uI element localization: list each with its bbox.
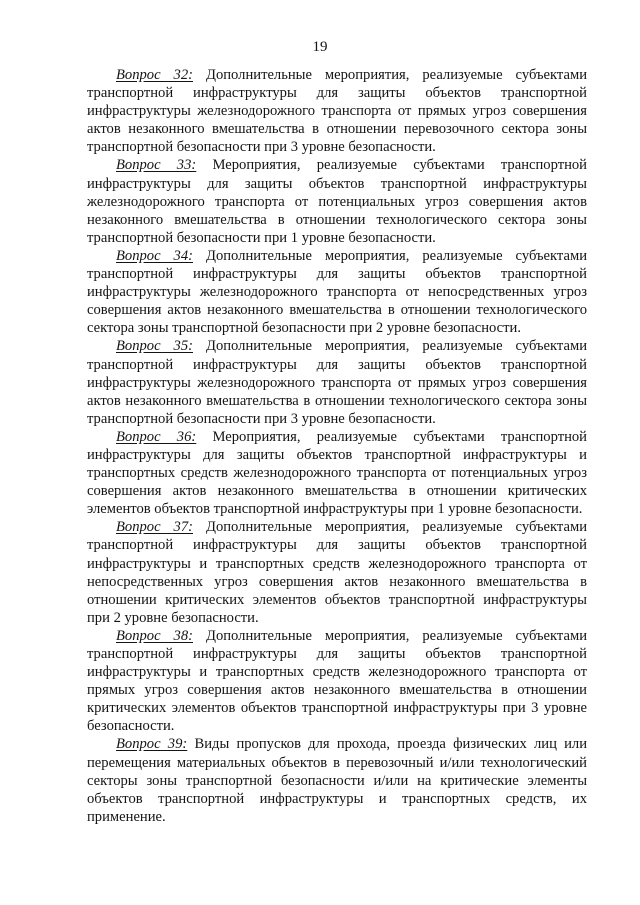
question-35 <box>87 337 587 427</box>
question-33 <box>87 156 587 246</box>
question-label: Вопрос 39: <box>116 736 188 753</box>
question-text: Дополнительные мероприятия, реализуемые субъектами транспортной инфраструктуры для защиты объектов транспортной инфраструктуры железнодорожного транспорта от прямых угроз совершения актов незаконного вмешательства в отношении перевозочного сектора зоны транспортной безопасности при 3 уровне безопасности. <box>87 67 588 156</box>
question-37 <box>87 518 587 627</box>
question-label: Вопрос 38: <box>116 627 194 644</box>
question-label: Вопрос 34: <box>116 247 194 264</box>
question-38 <box>87 627 587 736</box>
question-label: Вопрос 33: <box>116 157 197 174</box>
question-text: Дополнительные мероприятия, реализуемые субъектами транспортной инфраструктуры для защиты объектов транспортной инфраструктуры железнодорожного транспорта от непосредственных угроз совершения актов незаконного вмешательства в отношении технологического сектора зоны транспортной безопасности при 2 уровне безопасности. <box>87 247 588 337</box>
question-36 <box>87 428 587 518</box>
question-39 <box>87 735 587 825</box>
question-text: Дополнительные мероприятия, реализуемые субъектами транспортной инфраструктуры для защиты объектов транспортной инфраструктуры железнодорожного транспорта от прямых угроз совершения актов незаконного вмешательства в отношении технологического сектора зоны транспортной безопасности при 3 уровне безопасности. <box>87 338 588 427</box>
question-label: Вопрос 36: <box>116 428 197 445</box>
question-label: Вопрос 32: <box>116 67 194 83</box>
page-number: 19 <box>312 39 328 55</box>
question-34 <box>87 247 587 337</box>
question-text: Мероприятия, реализуемые субъектами транспортной инфраструктуры для защиты объектов транспортной инфраструктуры и транспортных средств железнодорожного транспорта от потенциальных угроз совершения актов незаконного вмешательства в отношении критических элементов объектов транспортной инфраструктуры при 1 уровне безопасности. <box>87 428 587 518</box>
question-label: Вопрос 35: <box>116 338 194 355</box>
question-32 <box>87 66 587 156</box>
question-text: Дополнительные мероприятия, реализуемые субъектами транспортной инфраструктуры для защиты объектов транспортной инфраструктуры и транспортных средств железнодорожного транспорта от прямых угроз совершения актов незаконного вмешательства в отношении критических элементов объектов транспортной инфраструктуры при 3 уровне безопасности. <box>87 627 588 735</box>
question-text: Виды пропусков для прохода, проезда физических лиц или перемещения материальных объектов в перевозочный и/или технологический секторы зоны транспортной безопасности и/или на критические элементы объектов транспортной инфраструктуры и транспортных средств, их применение. <box>87 736 588 825</box>
question-label: Вопрос 37: <box>116 519 194 536</box>
question-text: Мероприятия, реализуемые субъектами транспортной инфраструктуры для защиты объектов транспортной инфраструктуры железнодорожного транспорта от потенциальных угроз совершения актов незаконного вмешательства в отношении технологического сектора зоны транспортной безопасности при 1 уровне безопасности. <box>87 157 587 246</box>
question-list <box>87 66 587 826</box>
question-text: Дополнительные мероприятия, реализуемые субъектами транспортной инфраструктуры для защиты объектов транспортной инфраструктуры и транспортных средств железнодорожного транспорта от непосредственных угроз совершения актов незаконного вмешательства в отношении критических элементов объектов транспортной инфраструктуры при 2 уровне безопасности. <box>87 519 588 626</box>
